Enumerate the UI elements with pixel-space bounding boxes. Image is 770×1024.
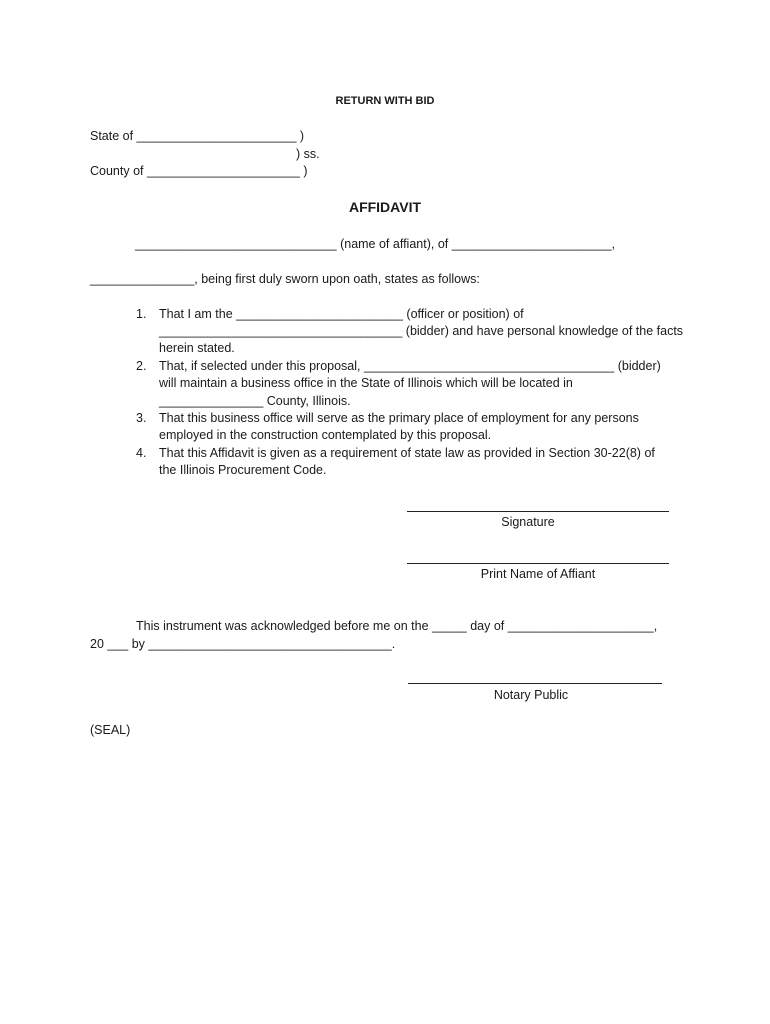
notary-signature-line[interactable] (408, 683, 662, 684)
print-name-line[interactable] (407, 563, 669, 564)
list-item-text: will maintain a business office in the State of Illinois which will be located in (159, 376, 573, 390)
list-item-text: That I am the ________________________ (officer or position) of (159, 307, 524, 321)
list-item-number: 2. (136, 359, 147, 373)
state-of-line: State of _______________________ ) (90, 129, 305, 143)
form-header-title: RETURN WITH BID (335, 95, 435, 107)
list-item-number: 3. (136, 411, 147, 425)
sworn-statement-line: _______________, being first duly sworn upon oath, states as follows: (90, 272, 480, 286)
list-item-text: That this Affidavit is given as a requirement of state law as provided in Section 30-22(8) of (159, 446, 655, 460)
seal-label: (SEAL) (90, 723, 131, 737)
list-item-text: ___________________________________ (bidder) and have personal knowledge of the facts (159, 324, 684, 338)
signature-label: Signature (501, 515, 555, 529)
county-of-line: County of ______________________ ) (90, 164, 308, 178)
affidavit-title: AFFIDAVIT (348, 199, 422, 215)
list-item-text: the Illinois Procurement Code. (159, 463, 327, 477)
list-item-number: 4. (136, 446, 147, 460)
notary-public-label: Notary Public (493, 688, 569, 702)
list-item-text: herein stated. (159, 341, 235, 355)
list-item-text: employed in the construction contemplated by this proposal. (159, 428, 492, 442)
list-item-text: _______________ County, Illinois. (159, 394, 351, 408)
ss-line: ) ss. (296, 147, 320, 161)
list-item-number: 1. (136, 307, 147, 321)
list-item-text: That this business office will serve as the primary place of employment for any persons (159, 411, 639, 425)
list-item-text: That, if selected under this proposal, ____________________________________ (bidder) (159, 359, 661, 373)
signature-line[interactable] (407, 511, 669, 512)
affiant-name-line: _____________________________ (name of affiant), of _______________________, (135, 237, 616, 251)
acknowledgment-line-1: This instrument was acknowledged before me on the _____ day of _____________________, (136, 619, 658, 633)
acknowledgment-line-2: 20 ___ by ___________________________________. (90, 637, 396, 651)
print-name-label: Print Name of Affiant (480, 567, 596, 581)
